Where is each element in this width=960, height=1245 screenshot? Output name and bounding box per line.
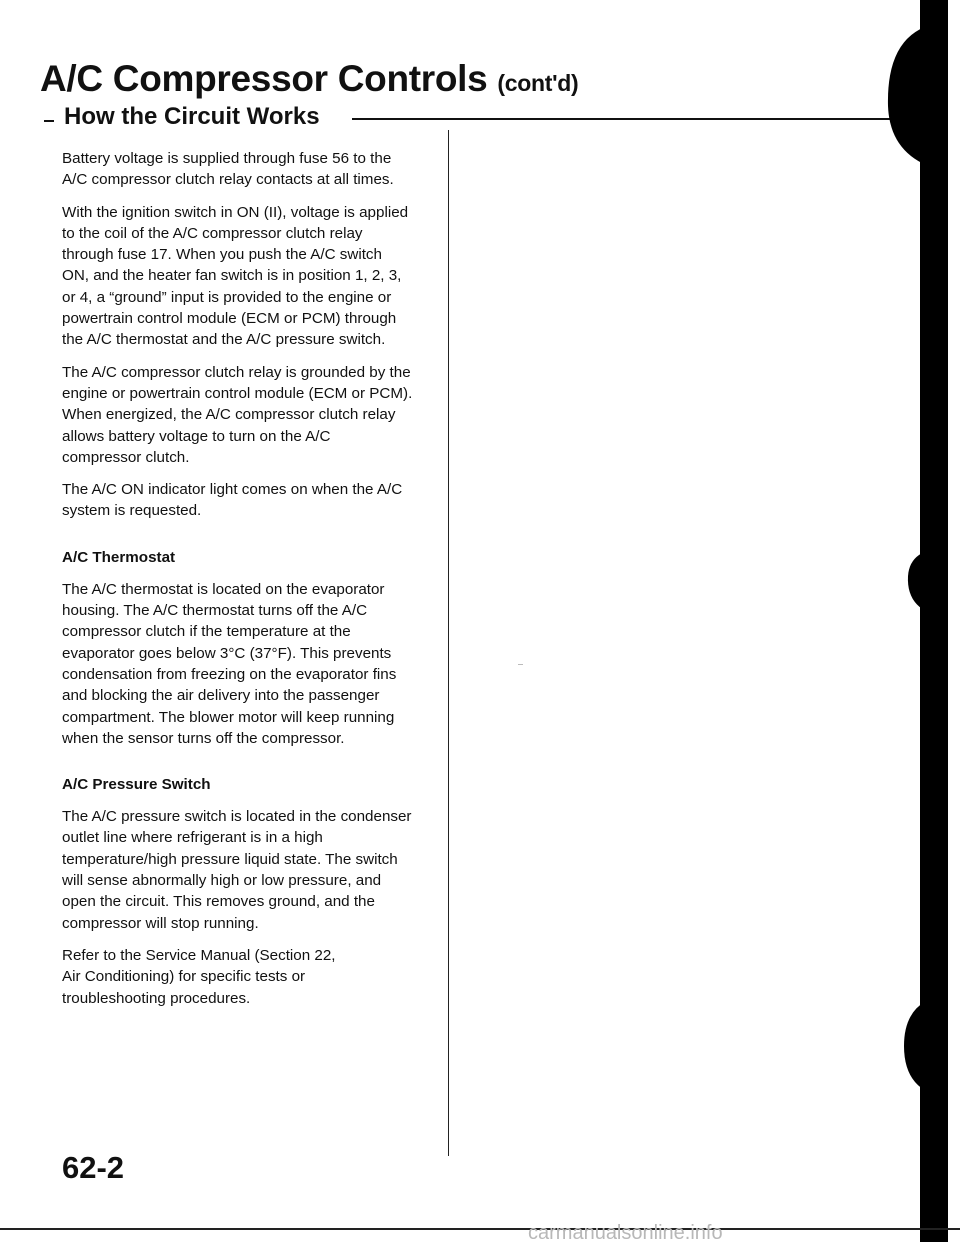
paragraph-indicator-light: The A/C ON indicator light comes on when the A/C system is requested. bbox=[62, 481, 403, 520]
section-header bbox=[44, 104, 850, 136]
watermark: carmanualsonline.info bbox=[528, 1222, 723, 1244]
paragraph-ignition-switch: With the ignition switch in ON (II), voltage is applied to the coil of the A/C compressor clutch relay through fuse 17. When you push the A/C switch ON, and the heater fan switch is in position 1, 2, 3, or 4, a “ground” input is provided to the engine or powertrain control module (ECM or PCM) through the A/C thermostat and the A/C pressure switch. bbox=[62, 203, 409, 349]
paragraph-battery-voltage: Battery voltage is supplied through fuse 56 to the A/C compressor clutch relay contacts at all times. bbox=[62, 150, 394, 189]
paragraph-clutch-relay: The A/C compressor clutch relay is grounded by the engine or powertrain control module (ECM or PCM). When energized, the A/C compressor clutch relay allows battery voltage to turn on the A/C compressor clutch. bbox=[62, 363, 413, 466]
binding-bar bbox=[880, 0, 960, 1242]
scan-artifact bbox=[518, 664, 523, 665]
page-number: 62-2 bbox=[62, 1150, 125, 1185]
title-suffix: (cont'd) bbox=[497, 70, 579, 96]
title-main: A/C Compressor Controls bbox=[40, 58, 488, 99]
binding-tab-1 bbox=[888, 22, 948, 172]
pressure-switch-paragraph: The A/C pressure switch is located in the condenser outlet line where refrigerant is in a high temperature/high pressure liquid state. The switch will sense abnormally high or low pressure, and open the circuit. This removes ground, and the compressor will stop running. bbox=[62, 808, 412, 932]
service-manual-reference: Refer to the Service Manual (Section 22, Air Conditioning) for specific tests or troubleshooting procedures. bbox=[62, 946, 336, 1007]
binding-tab-3 bbox=[904, 994, 948, 1098]
section-heading: How the Circuit Works bbox=[64, 103, 320, 130]
section-dash bbox=[44, 120, 54, 122]
thermostat-heading: A/C Thermostat bbox=[62, 548, 176, 566]
thermostat-paragraph: The A/C thermostat is located on the evaporator housing. The A/C thermostat turns off the A/C compressor clutch if the temperature at the evaporator goes below 3°C (37°F). This prevents condensation from freezing on the evaporator fins and blocking the air delivery into the passenger compartment. The blower motor will keep running when the sensor turns off the compressor. bbox=[62, 580, 397, 747]
bottom-rule bbox=[0, 1228, 960, 1230]
binding-tab-2 bbox=[908, 548, 948, 618]
body-text-column bbox=[62, 148, 442, 1020]
section-rule bbox=[352, 118, 892, 120]
pressure-switch-heading: A/C Pressure Switch bbox=[62, 776, 211, 794]
column-divider bbox=[448, 130, 449, 1156]
page-title bbox=[40, 58, 578, 100]
